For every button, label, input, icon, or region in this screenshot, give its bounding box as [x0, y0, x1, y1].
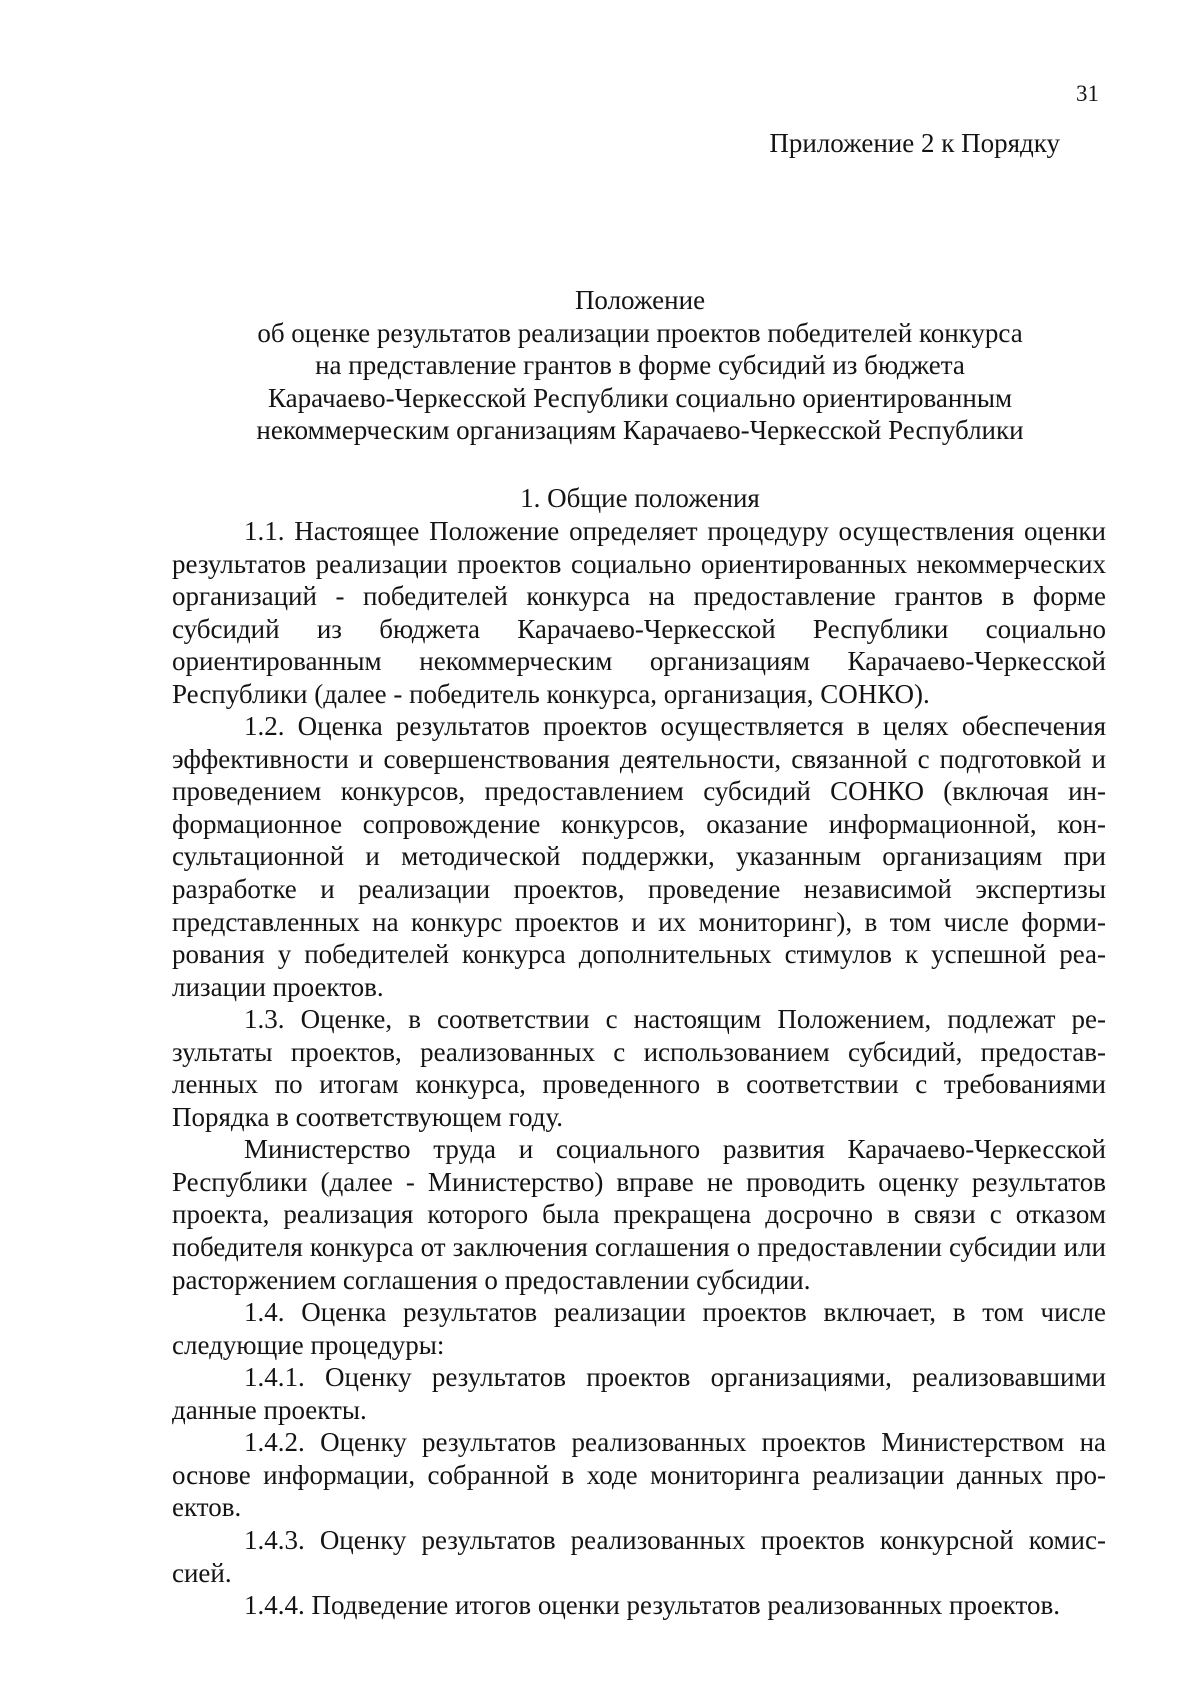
paragraph-1-3: 1.3. Оценке, в соответствии с настоящим Положением, подлежат результаты проектов, реализованных с использованием субсидий, предоставленных по итогам конкурса, проведенного в соответствии с требованиями Порядка в соответствующем году. — [172, 1004, 1106, 1132]
paragraph-1-4-1: 1.4.1. Оценку результатов проектов организациями, реализовавшими данные проекты. — [172, 1362, 1106, 1425]
page-number: 31 — [1076, 81, 1099, 106]
paragraph-1-4-3: 1.4.3. Оценку результатов реализованных проектов конкурсной комиссией. — [172, 1524, 1106, 1588]
title-line: некоммерческим организациям Карачаево-Черкесской Республики — [256, 415, 1024, 446]
title-line: на представление грантов в форме субсидий из бюджета — [315, 350, 965, 381]
document-body — [172, 515, 1106, 1622]
title-line: Положение — [574, 285, 706, 315]
paragraph-1-1: 1.1. Настоящее Положение определяет процедуру осуществления оценки результатов реализации проектов социально ориентированных некоммерческих организаций - победителей конкурса на предоставление грантов в форме субсидий из бюджета Карачаево-Черкесской Республики социально ориентированным некоммерческим организациям Карачаево-Черкесской Республики (далее - победитель конкурса, организация, СОНКО). — [172, 516, 1106, 709]
paragraph-1-4-2: 1.4.2. Оценку результатов реализованных проектов Министерством на основе информации, собранной в ходе мониторинга реализации данных проектов. — [172, 1427, 1106, 1523]
title-line: Карачаево-Черкесской Республики социально ориентированным — [267, 382, 1013, 413]
section-heading: 1. Общие положения — [520, 483, 760, 513]
paragraph-1-4-4: 1.4.4. Подведение итогов оценки результатов реализованных проектов. — [244, 1590, 1060, 1621]
appendix-label: Приложение 2 к Порядку — [769, 128, 1060, 158]
paragraph-1-4: 1.4. Оценка результатов реализации проектов включает, в том числе следующие процедуры: — [172, 1297, 1106, 1360]
document-title — [170, 284, 1110, 447]
paragraph-ministry: Министерство труда и социального развития Карачаево-Черкесской Республики (далее - Министерство) вправе не проводить оценку результатов проекта, реализация которого была прекращена досрочно в связи с отказом победителя конкурса от заключения соглашения о предоставлении субсидии или расторжением соглашения о предоставлении субсидии. — [172, 1134, 1106, 1295]
title-line: об оценке результатов реализации проектов победителей конкурса — [257, 317, 1023, 348]
paragraph-1-2: 1.2. Оценка результатов проектов осуществляется в целях обеспечения эффективности и совершенствования деятельности, связанной с подготовкой и проведением конкурсов, предоставлением субсидий СОНКО (включая информационное сопровождение конкурсов, оказание информационной, консультационной и методической поддержки, указанным организациям при разработке и реализации проектов, проведение независимой экспертизы представленных на конкурс проектов и их мониторинг), в том числе формирования у победителей конкурса дополнительных стимулов к успешной реализации проектов. — [172, 711, 1106, 1002]
